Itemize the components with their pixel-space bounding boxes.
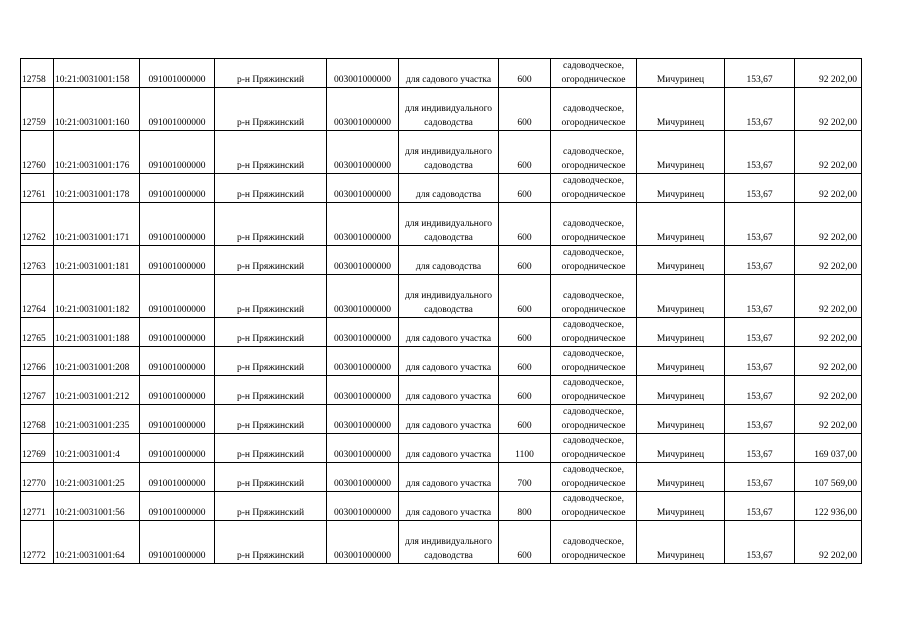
cell-value: 92 202,00 bbox=[795, 203, 862, 246]
cell-purpose: для садового участка bbox=[399, 492, 499, 521]
cell-code-2: 003001000000 bbox=[327, 492, 399, 521]
cell-purpose: для индивидуального садоводства bbox=[399, 521, 499, 564]
table-row bbox=[21, 88, 862, 131]
cell-code-2: 003001000000 bbox=[327, 318, 399, 347]
table-row bbox=[21, 246, 862, 275]
cell-id: 12767 bbox=[21, 376, 54, 405]
cell-cadastral-number: 10:21:0031001:212 bbox=[54, 376, 140, 405]
cell-settlement: Мичуринец bbox=[637, 318, 725, 347]
cell-purpose: для садового участка bbox=[399, 463, 499, 492]
cell-id: 12770 bbox=[21, 463, 54, 492]
cell-district: р-н Пряжинский bbox=[215, 405, 327, 434]
cell-id: 12761 bbox=[21, 174, 54, 203]
cell-area: 1100 bbox=[499, 434, 551, 463]
cell-cadastral-number: 10:21:0031001:178 bbox=[54, 174, 140, 203]
cell-code-1: 091001000000 bbox=[140, 203, 215, 246]
cell-code-1: 091001000000 bbox=[140, 434, 215, 463]
cell-district: р-н Пряжинский bbox=[215, 318, 327, 347]
cell-rate: 153,67 bbox=[725, 174, 795, 203]
cell-id: 12758 bbox=[21, 59, 54, 88]
cell-code-1: 091001000000 bbox=[140, 405, 215, 434]
cell-cadastral-number: 10:21:0031001:208 bbox=[54, 347, 140, 376]
cell-category: садоводческое, огородническое bbox=[551, 59, 637, 88]
cell-cadastral-number: 10:21:0031001:64 bbox=[54, 521, 140, 564]
cell-code-2: 003001000000 bbox=[327, 347, 399, 376]
cell-code-1: 091001000000 bbox=[140, 318, 215, 347]
table-row bbox=[21, 492, 862, 521]
cell-id: 12760 bbox=[21, 131, 54, 174]
cell-settlement: Мичуринец bbox=[637, 88, 725, 131]
cell-code-1: 091001000000 bbox=[140, 131, 215, 174]
cell-id: 12763 bbox=[21, 246, 54, 275]
cell-category: садоводческое, огородническое bbox=[551, 463, 637, 492]
table-row bbox=[21, 174, 862, 203]
cell-purpose: для садового участка bbox=[399, 347, 499, 376]
cell-code-1: 091001000000 bbox=[140, 521, 215, 564]
cell-value: 92 202,00 bbox=[795, 59, 862, 88]
cell-value: 92 202,00 bbox=[795, 131, 862, 174]
cell-area: 600 bbox=[499, 246, 551, 275]
cell-cadastral-number: 10:21:0031001:176 bbox=[54, 131, 140, 174]
cell-rate: 153,67 bbox=[725, 131, 795, 174]
cell-rate: 153,67 bbox=[725, 275, 795, 318]
cell-area: 600 bbox=[499, 88, 551, 131]
cell-value: 107 569,00 bbox=[795, 463, 862, 492]
cell-purpose: для садового участка bbox=[399, 376, 499, 405]
cell-rate: 153,67 bbox=[725, 88, 795, 131]
cell-code-2: 003001000000 bbox=[327, 88, 399, 131]
cell-rate: 153,67 bbox=[725, 246, 795, 275]
cell-code-2: 003001000000 bbox=[327, 434, 399, 463]
cell-purpose: для индивидуального садоводства bbox=[399, 275, 499, 318]
cell-category: садоводческое, огородническое bbox=[551, 376, 637, 405]
cell-value: 92 202,00 bbox=[795, 275, 862, 318]
table-row bbox=[21, 405, 862, 434]
table-row bbox=[21, 347, 862, 376]
cell-purpose: для садового участка bbox=[399, 434, 499, 463]
cell-area: 600 bbox=[499, 275, 551, 318]
cell-code-1: 091001000000 bbox=[140, 59, 215, 88]
table-row bbox=[21, 463, 862, 492]
cell-area: 800 bbox=[499, 492, 551, 521]
cell-district: р-н Пряжинский bbox=[215, 275, 327, 318]
cell-area: 600 bbox=[499, 521, 551, 564]
cell-code-2: 003001000000 bbox=[327, 174, 399, 203]
cell-value: 92 202,00 bbox=[795, 246, 862, 275]
cell-value: 92 202,00 bbox=[795, 405, 862, 434]
cell-district: р-н Пряжинский bbox=[215, 246, 327, 275]
cell-code-1: 091001000000 bbox=[140, 174, 215, 203]
cell-rate: 153,67 bbox=[725, 203, 795, 246]
cell-area: 600 bbox=[499, 174, 551, 203]
cell-district: р-н Пряжинский bbox=[215, 203, 327, 246]
cell-settlement: Мичуринец bbox=[637, 246, 725, 275]
cell-value: 92 202,00 bbox=[795, 347, 862, 376]
cell-value: 92 202,00 bbox=[795, 521, 862, 564]
cell-cadastral-number: 10:21:0031001:181 bbox=[54, 246, 140, 275]
cell-rate: 153,67 bbox=[725, 347, 795, 376]
cell-category: садоводческое, огородническое bbox=[551, 347, 637, 376]
cell-id: 12771 bbox=[21, 492, 54, 521]
cell-district: р-н Пряжинский bbox=[215, 376, 327, 405]
table-row bbox=[21, 376, 862, 405]
table-row bbox=[21, 275, 862, 318]
cell-category: садоводческое, огородническое bbox=[551, 131, 637, 174]
cell-area: 600 bbox=[499, 59, 551, 88]
cell-settlement: Мичуринец bbox=[637, 131, 725, 174]
cell-district: р-н Пряжинский bbox=[215, 463, 327, 492]
cell-value: 169 037,00 bbox=[795, 434, 862, 463]
cell-settlement: Мичуринец bbox=[637, 347, 725, 376]
cell-code-2: 003001000000 bbox=[327, 405, 399, 434]
cell-settlement: Мичуринец bbox=[637, 521, 725, 564]
table-row bbox=[21, 521, 862, 564]
cell-rate: 153,67 bbox=[725, 492, 795, 521]
cell-area: 600 bbox=[499, 347, 551, 376]
cell-cadastral-number: 10:21:0031001:158 bbox=[54, 59, 140, 88]
cell-category: садоводческое, огородническое bbox=[551, 174, 637, 203]
cell-cadastral-number: 10:21:0031001:188 bbox=[54, 318, 140, 347]
cell-settlement: Мичуринец bbox=[637, 434, 725, 463]
cell-cadastral-number: 10:21:0031001:25 bbox=[54, 463, 140, 492]
cell-code-2: 003001000000 bbox=[327, 463, 399, 492]
cell-code-2: 003001000000 bbox=[327, 246, 399, 275]
cell-rate: 153,67 bbox=[725, 318, 795, 347]
cell-category: садоводческое, огородническое bbox=[551, 434, 637, 463]
table-body bbox=[21, 59, 862, 564]
cell-district: р-н Пряжинский bbox=[215, 492, 327, 521]
cell-value: 92 202,00 bbox=[795, 318, 862, 347]
cell-cadastral-number: 10:21:0031001:160 bbox=[54, 88, 140, 131]
cell-cadastral-number: 10:21:0031001:56 bbox=[54, 492, 140, 521]
cell-settlement: Мичуринец bbox=[637, 59, 725, 88]
cell-cadastral-number: 10:21:0031001:4 bbox=[54, 434, 140, 463]
land-parcels-table bbox=[20, 58, 862, 564]
cell-id: 12764 bbox=[21, 275, 54, 318]
cell-code-2: 003001000000 bbox=[327, 376, 399, 405]
cell-id: 12769 bbox=[21, 434, 54, 463]
cell-settlement: Мичуринец bbox=[637, 376, 725, 405]
cell-rate: 153,67 bbox=[725, 521, 795, 564]
cell-cadastral-number: 10:21:0031001:171 bbox=[54, 203, 140, 246]
table-row bbox=[21, 131, 862, 174]
cell-purpose: для индивидуального садоводства bbox=[399, 88, 499, 131]
cell-id: 12766 bbox=[21, 347, 54, 376]
cell-code-1: 091001000000 bbox=[140, 275, 215, 318]
cell-category: садоводческое, огородническое bbox=[551, 88, 637, 131]
cell-area: 600 bbox=[499, 318, 551, 347]
cell-code-2: 003001000000 bbox=[327, 521, 399, 564]
cell-district: р-н Пряжинский bbox=[215, 434, 327, 463]
cell-purpose: для садоводства bbox=[399, 174, 499, 203]
cell-purpose: для садового участка bbox=[399, 318, 499, 347]
cell-settlement: Мичуринец bbox=[637, 174, 725, 203]
cell-code-1: 091001000000 bbox=[140, 88, 215, 131]
cell-settlement: Мичуринец bbox=[637, 203, 725, 246]
table-row bbox=[21, 434, 862, 463]
cell-purpose: для садового участка bbox=[399, 405, 499, 434]
cell-category: садоводческое, огородническое bbox=[551, 492, 637, 521]
cell-area: 600 bbox=[499, 131, 551, 174]
cell-id: 12768 bbox=[21, 405, 54, 434]
cell-area: 600 bbox=[499, 405, 551, 434]
cell-purpose: для индивидуального садоводства bbox=[399, 203, 499, 246]
cell-rate: 153,67 bbox=[725, 405, 795, 434]
cell-category: садоводческое, огородническое bbox=[551, 203, 637, 246]
cell-settlement: Мичуринец bbox=[637, 463, 725, 492]
cell-code-1: 091001000000 bbox=[140, 347, 215, 376]
cell-id: 12759 bbox=[21, 88, 54, 131]
cell-settlement: Мичуринец bbox=[637, 492, 725, 521]
cell-code-1: 091001000000 bbox=[140, 376, 215, 405]
cell-category: садоводческое, огородническое bbox=[551, 275, 637, 318]
cell-id: 12762 bbox=[21, 203, 54, 246]
cell-purpose: для индивидуального садоводства bbox=[399, 131, 499, 174]
cell-category: садоводческое, огородническое bbox=[551, 405, 637, 434]
cell-category: садоводческое, огородническое bbox=[551, 318, 637, 347]
table-row bbox=[21, 318, 862, 347]
cell-district: р-н Пряжинский bbox=[215, 174, 327, 203]
cell-code-2: 003001000000 bbox=[327, 275, 399, 318]
cell-district: р-н Пряжинский bbox=[215, 131, 327, 174]
cell-settlement: Мичуринец bbox=[637, 405, 725, 434]
cell-id: 12765 bbox=[21, 318, 54, 347]
cell-cadastral-number: 10:21:0031001:235 bbox=[54, 405, 140, 434]
cell-rate: 153,67 bbox=[725, 376, 795, 405]
cell-value: 92 202,00 bbox=[795, 376, 862, 405]
cell-code-1: 091001000000 bbox=[140, 246, 215, 275]
cell-area: 600 bbox=[499, 376, 551, 405]
cell-value: 122 936,00 bbox=[795, 492, 862, 521]
cell-rate: 153,67 bbox=[725, 463, 795, 492]
table-row bbox=[21, 59, 862, 88]
cell-cadastral-number: 10:21:0031001:182 bbox=[54, 275, 140, 318]
cell-code-2: 003001000000 bbox=[327, 131, 399, 174]
cell-rate: 153,67 bbox=[725, 434, 795, 463]
cell-category: садоводческое, огородническое bbox=[551, 246, 637, 275]
cell-value: 92 202,00 bbox=[795, 88, 862, 131]
table-row bbox=[21, 203, 862, 246]
cell-district: р-н Пряжинский bbox=[215, 59, 327, 88]
cell-rate: 153,67 bbox=[725, 59, 795, 88]
cell-code-2: 003001000000 bbox=[327, 59, 399, 88]
cell-id: 12772 bbox=[21, 521, 54, 564]
cell-code-2: 003001000000 bbox=[327, 203, 399, 246]
cell-code-1: 091001000000 bbox=[140, 492, 215, 521]
cell-purpose: для садоводства bbox=[399, 246, 499, 275]
cell-district: р-н Пряжинский bbox=[215, 88, 327, 131]
cell-area: 600 bbox=[499, 203, 551, 246]
cell-district: р-н Пряжинский bbox=[215, 347, 327, 376]
cell-value: 92 202,00 bbox=[795, 174, 862, 203]
cell-purpose: для садового участка bbox=[399, 59, 499, 88]
cell-code-1: 091001000000 bbox=[140, 463, 215, 492]
cell-area: 700 bbox=[499, 463, 551, 492]
cell-settlement: Мичуринец bbox=[637, 275, 725, 318]
cell-category: садоводческое, огородническое bbox=[551, 521, 637, 564]
cell-district: р-н Пряжинский bbox=[215, 521, 327, 564]
